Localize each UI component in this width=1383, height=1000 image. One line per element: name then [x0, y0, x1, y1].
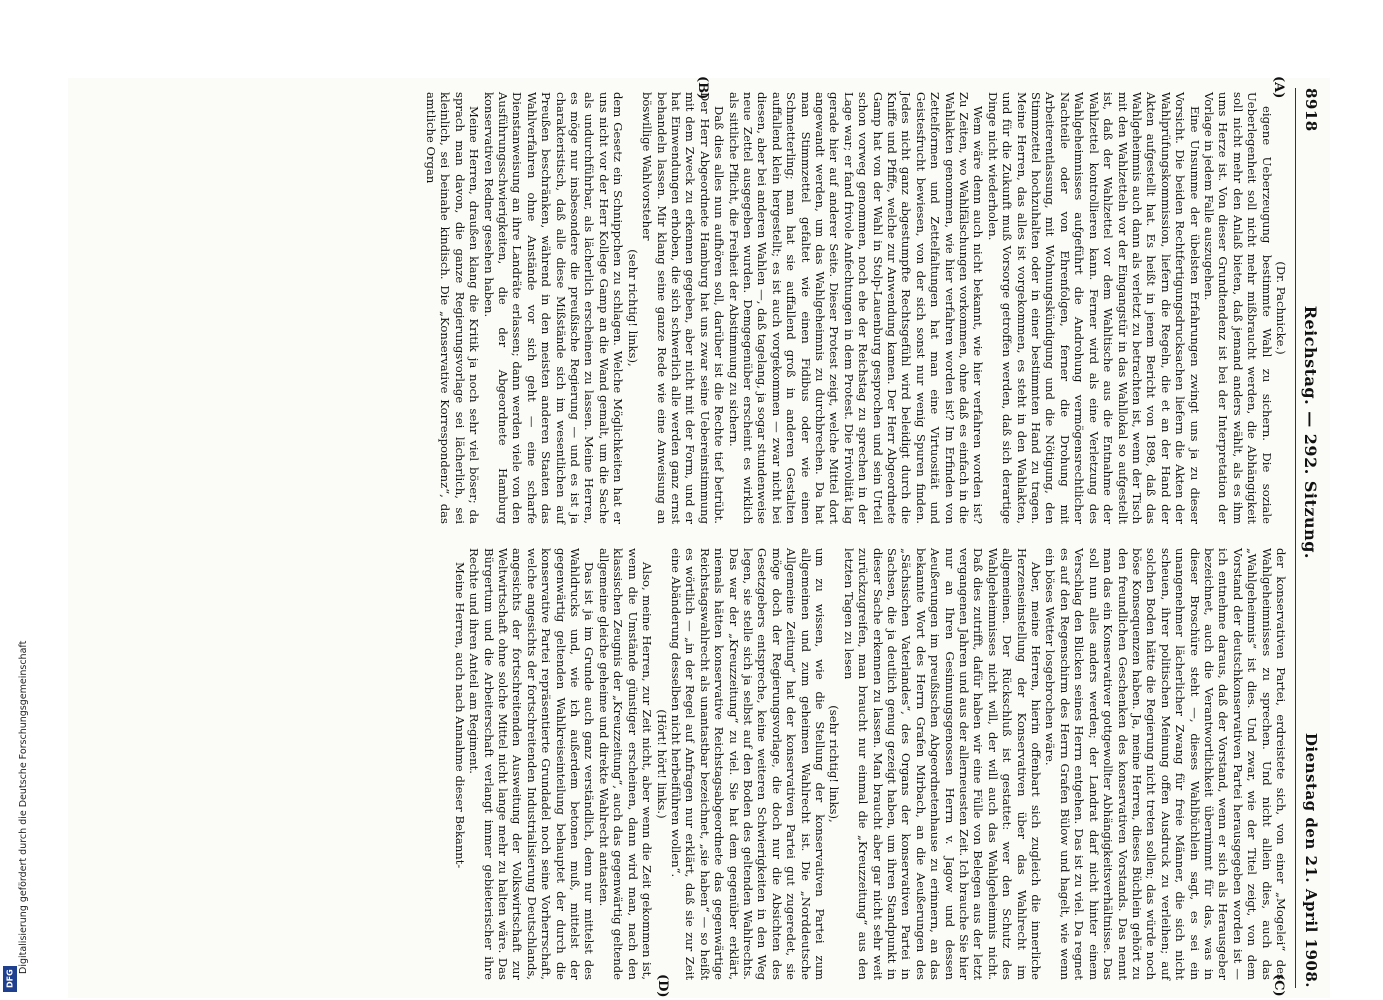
paragraph: Also, meine Herren, zur Zeit nicht, aber wenn die Zeit gekommen ist, wenn die Umstände günstiger erscheinen, dann wird man, nach den klassischen Zeugnis der „Kreuzzeitung“, auch das gegenwärtig geltende allgemeine gleiche geheime und direkte Wahlrecht antasten. — [596, 548, 655, 980]
digitization-credit-strip — [0, 0, 29, 1000]
page-header — [1298, 88, 1324, 988]
page-number: 8918 — [1302, 88, 1320, 132]
paragraph: eigene Ueberzeugung bestimmte Wahl zu sichern. Die soziale Ueberlegenheit soll nicht mehr mißbraucht werden, die Abhängigkeit soll nicht mehr den Anlaß bieten, daß jemand anders wählt, als es ihm ums Herze ist. Von dieser Grundtendenz ist bei der Interpretation der Vorlage in jedem Falle auszugehen. — [1201, 92, 1274, 524]
paragraph: der konservativen Partei, erdreistete sich, von einer „Mogelei“ des Wahlgeheimnisses zu sprechen. Und nicht allein dies, auch das „Wahlgeheimnis“ ist dies. Und zwar, wie der Titel zeigt, von dem Vorstand der deutschkonservativen Partei herausgegeben worden ist — ich entnehme daraus, daß der Vorstand, wenn er sich als Herausgeber bezeichnet, auch die Verantwortlichkeit übernimmt für das, was in dieser Broschüre steht —, dieses Wahlbüchlein sagt, es sei ein unangenehmer lächerlicher Zwang für freie Männer, die sich nicht scheuen, ihrer politischen Meinung offen Ausdruck zu verleihen; auf solchen Boden hätte die Regierung nicht treten sollen; das würde noch böse Konsequenzen haben. Ja, meine Herren, dieses Büchlein gehört zu den freundlichen Geschenken des konservativen Vorstands. Das nennt man das ein Konservativer gottgewollter Abhängigkeitsverhältnisse. Das soll nun alles anders werden; der Landrat darf nicht hinter einem Verschlag den Blicken seines Herrn entgehen. Das ist zu viel. Da regnet es auf den Regenschirm des Herrn Grafen Bülow und hagelt, wie wenn ein böses Wetter losgebrochen wäre. — [1043, 548, 1288, 980]
margin-marker-d: (D) — [655, 974, 670, 998]
paragraph: Meine Herren, draußen klang die Kritik ja noch sehr viel böser; da sprach man davon, die ganze Regierungsvorlage sei lächerlich, sei kleinlich, sei beinahe kindisch. Die „Konservative Korrespondenz“, das amtliche Organ — [424, 92, 482, 524]
paragraph: Meine Herren, auch nach Annahme dieser Bekannt- — [452, 562, 467, 869]
interjection: (sehr richtig! links), — [827, 705, 842, 823]
document-page — [68, 78, 1330, 998]
interjection: (Hört! hört! links.) — [654, 709, 669, 819]
paragraph: Wem wäre denn auch nicht bekannt, wie hier verfahren worden ist? Zu Zeiten, wo Wahlfälschungen vorkommen, ohne daß es einfach in die Wahlakten genommen, wie hier verfahren worden ist? Im Erfinden von Zettelformen und Zettelfaltungen hat man eine Virtuosität und Geistesfrucht bewiesen, von der sich sonst nur wenig Spuren finden. Jedes nicht ganz abgestumpfte Rechtsgefühl wird beleidigt durch die Kniffe und Pfiffe, welche zur Anwendung kamen. Der Herr Abgeordnete Gamp hat von der Wahl in Stolp-Lauenburg gesprochen und sein Urteil schon vorweg genommen, noch ehe der Reichstag zu sprechen in der Lage war; er fand frivole Anfechtungen in dem Protest. Die Frivolität lag gerade hier auf anderer Seite. Dieser Protest zeigt, welche Mittel dort angewandt werden, um das Wahlgeheimnis zu durchbrechen. Da hat man Stimmzettel gefaltet wie einen Fidibus oder wie einen Schmetterling; man hat sie auffallend groß in anderen Gestalten auffallend klein hergestellt; es ist auch vorgekommen — zwar nicht bei diesen, aber bei anderen Wahlen —, daß tagelang, ja sogar stundenweise neue Zettel ausgegeben wurden. Demgegenüber erscheint es wirklich als sittliche Pflicht, die Freiheit der Abstimmung zu sichern. — [726, 92, 986, 524]
digitization-credit-text: Digitalisierung gefördert durch die Deutsche Forschungsgemeinschaft — [18, 640, 29, 974]
margin-marker-c: (C) — [1271, 974, 1286, 997]
left-column — [424, 92, 1288, 524]
right-column — [452, 548, 1288, 980]
page-title: Reichstag. — 292. Sitzung. — [1301, 305, 1321, 559]
header-rule — [1295, 88, 1296, 988]
margin-marker-a: (A) — [1271, 76, 1286, 99]
paragraph: Eine Unsumme der übelsten Erfahrungen zwingt uns ja zu dieser Vorsicht. Die beiden Rechtfertigungsdrucksachen liefern die Akten der Wahlprüfungskommission, liefern die Regeln, die et an der Hand der Akten aufgestellt hat. Es heißt in jenem Bericht von 1898, daß das Wahlgeheimnis auch dann als verletzt zu betrachten ist, wenn der Tisch mit den Wahlzetteln vor der Eingangstür in das Wahllokal so aufgestellt ist, daß der Wahlzettel vor dem Wahltische aus die Entnahme der Wahlzettel kontrollieren kann. Ferner wird als eine Verletzung des Wahlgeheimnisses aufgeführt die Androhung vermögensrechtlicher Nachteile oder von Ehrenfolgen, ferner die Drohung mit Arbeiterentlassung, mit Wohnungskündigung und die Nötigung, den Stimmzettel hochzuhalten oder in einer bestimmten Hand zu tragen. Meine Herren, das alles ist vorgekommen, es steht in den Wahlakten, und für die Zukunft muß Vorsorge getroffen werden, daß sich derartige Dinge nicht wiederholen. — [985, 92, 1202, 524]
page-date: Dienstag den 21. April 1908. — [1302, 732, 1320, 988]
interjection: (sehr richtig! links), — [625, 249, 640, 367]
paragraph: um zu wissen, wie die Stellung der konservativen Partei zum allgemeinen und zum geheimen Wahlrecht ist. Die „Norddeutsche Allgemeine Zeitung“ hat der konservativen Partei gut zugeredet, sie möge doch der Regierungsvorlage, die doch nur die Absichten des Gesetzgebers entspreche, keine weiteren Schwierigkeiten in den Weg legen, sie stelle sich ja selbst auf den Boden des geltenden Wahlrechts. Das war der „Kreuzzeitung“ zu viel. Sie hat dem gegenüber erklärt, niemals hätten konservative Reichstagsabgeordnete das gegenwärtige Reichstagswahlrecht als unantastbar bezeichnet, „sie haben“ — so heißt es wörtlich — „in der Regel auf Anfragen nur erklärt, daß sie zur Zeit eine Abänderung desselben nicht herbeiführen wollen“. — [668, 548, 827, 980]
paragraph: Aber, meine Herren, hierin offenbart sich zugleich die innerliche Herzenseinstellung der Konservativen über das Wahlrecht im allgemeinen. Der Rückschluß ist gestattet: wer den Schutz des Wahlgeheimnisses nicht will, der will auch das Wahlgeheimnis nicht. Daß dies zutrifft, dafür haben wir eine Fülle von Belegen aus der letzt vergangenen Jahren und aus der allerneuesten Zeit. Ich brauche Sie hier nur an Ihren Gesinnungsgenossen Herrn v. Jagow und dessen Aeußerungen im preußischen Abgeordnetenhause zu erinnern, an das bekannte Wort des Herrn Grafen Mirbach, an die Aeußerungen des „Sächsischen Vaterlandes“, des Organs der konservativen Partei in Sachsen, die ja deutlich genug gezeigt haben, um ihren Standpunkt in dieser Sache erkennen zu lassen. Man braucht aber gar nicht sehr weit zurückzugreifen, man braucht nur einmal die „Kreuzzeitung“ aus den letzten Tagen zu lesen — [841, 548, 1044, 980]
paragraph: Das ist ja im Grunde auch ganz verständlich, denn nur mittelst des Wahldrucks und, wie ich außerdem betonen muß, mittelst der gegenwärtig geltenden Wahlkreiseinteilung behauptet der durch die konservative Partei repräsentierte Grundadel noch seine Vorherrschaft, welche angesichts der fortschreitenden Industrialisierung Deutschlands, angesichts der fortschreitenden Ausweitung der Volkswirtschaft zur Weltwirtschaft ohne solche Mittel nicht lange mehr zu halten wäre. Das Bürgertum und die Arbeiterschaft verlangt immer gebieterischer ihre Rechte und ihren Anteil am Regiment. — [467, 548, 597, 980]
paragraph: dem Gesetz ein Schnippchen zu schlagen. Welche Möglichkeiten hat er uns nicht vor der Herr Kollege Gamp an die Wand gemalt, um die Sache als undurchführbar, als lächerlich erscheinen zu lassen. Meine Herren, es möge nur insbesondere die preußische Regierung — und es ist ja charakteristisch, daß alle diese Mißstände sich im wesentlichen auf Preußen beschränken, während in den meisten anderen Staaten das Wahlverfahren ohne Anstände vor sich geht — eine scharfe Dienstanweisung an ihre Landräte erlassen; dann werden viele von den Ausführungsschwierigkeiten, die der Abgeordnete Hamburg konservativen Redner gesehen haben. — [481, 92, 626, 524]
paragraph: Daß dies alles nun aufhören soll, darüber ist die Rechte tief betrübt. Der Herr Abgeordnete Hamburg hat uns zwar seine Uebereinstimmung mit dem Zweck zu erkennen gegeben, aber nicht mit der Form, und er hat Einwendungen erhoben, die sich schwerlich alle werden ganz ernst behandeln lassen. Mir klang seine ganze Rede wie eine Anweisung an böswillige Wahlvorsteher — [640, 92, 727, 524]
speaker-label: (Dr. Pachnicke.) — [1274, 261, 1288, 355]
margin-marker-b: (B) — [695, 76, 710, 100]
dfg-logo: DFG — [3, 966, 17, 992]
